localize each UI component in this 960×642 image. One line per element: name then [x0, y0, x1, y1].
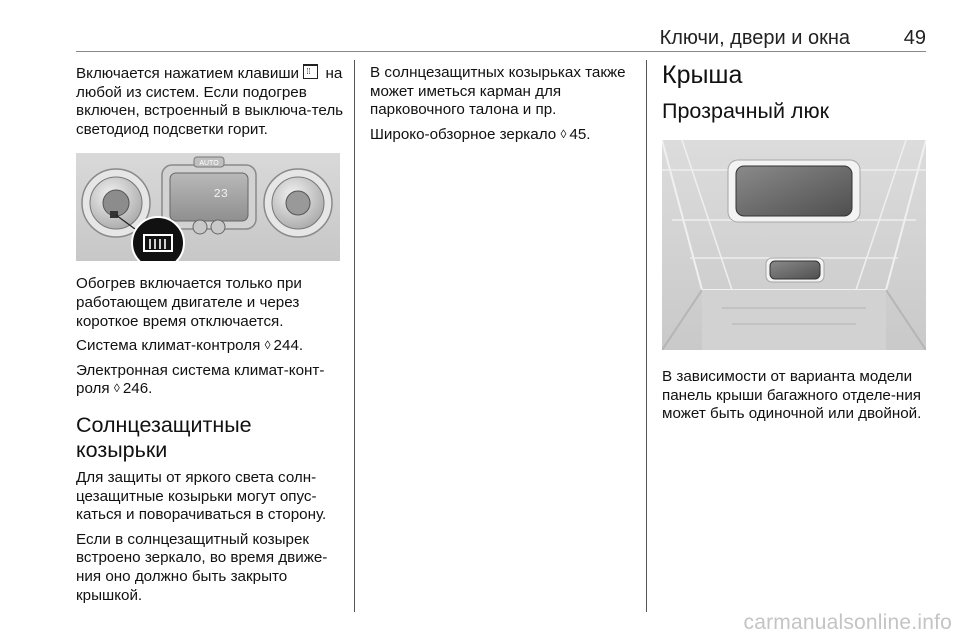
column-divider-right [646, 60, 647, 612]
sun-visors-heading: Солнцезащитные козырьки [76, 412, 252, 462]
auto-button-label: AUTO [199, 160, 219, 168]
roof-panel-paragraph: В зависимости от варианта модели панель крыши багажного отделе-ния может быть одиночной или двойной. [662, 368, 922, 423]
intro-paragraph: Включается нажатием клавиши ⁞⁞ на любой из систем. Если подогрев включен, встроенный в выключа-тель светодиод подсветки горит. [76, 65, 344, 138]
visor-pocket-paragraph: В солнцезащитных козырьках также может иметься карман для парковочного талона и пр. [370, 64, 626, 119]
roof-interior-illustration [662, 140, 926, 350]
climate-control-reference: Система климат-контроля ◊ 244. [76, 337, 304, 355]
reference-arrow-icon: ◊ [264, 338, 271, 353]
wide-angle-mirror-reference: Широко-обзорное зеркало ◊ 45. [370, 125, 591, 143]
page-ref-link[interactable]: ◊ 246. [113, 380, 153, 398]
page-number: 49 [903, 27, 926, 49]
reference-arrow-icon: ◊ [113, 381, 120, 396]
header-rule [76, 51, 926, 52]
roof-heading: Крыша [662, 61, 743, 89]
watermark: carmanualsonline.info [743, 611, 952, 634]
sun-visors-paragraph-1: Для защиты от яркого света солн-цезащитные козырьки могут опус-каться и поворачиваться в сторону. [76, 468, 327, 524]
left-column [76, 64, 344, 611]
climate-control-illustration [76, 153, 340, 261]
page-ref-link[interactable]: ◊ 244. [264, 337, 304, 355]
column-divider-left [354, 60, 355, 612]
page-header-title: Ключи, двери и окна [659, 27, 850, 49]
transparent-hatch-heading: Прозрачный люк [662, 99, 830, 123]
reference-arrow-icon: ◊ [560, 126, 567, 141]
climate-control-figure [76, 153, 340, 261]
electronic-climate-reference: Электронная система климат-конт-роля ◊ 246. [76, 361, 325, 398]
rear-window-heater-icon: ⁞⁞ [303, 64, 318, 79]
right-column [662, 60, 928, 430]
heater-note-paragraph: Обогрев включается только при работающем двигателе и через короткое время отключается. [76, 275, 302, 330]
middle-column [370, 64, 636, 150]
display-temperature: 23 [213, 187, 228, 202]
sun-visors-paragraph-2: Если в солнцезащитный козырек встроено зеркало, во время движе-ния оно должно быть закрыто крышкой. [76, 530, 328, 604]
roof-panel-figure [662, 140, 926, 350]
page-ref-link[interactable]: ◊ 45. [560, 125, 591, 143]
